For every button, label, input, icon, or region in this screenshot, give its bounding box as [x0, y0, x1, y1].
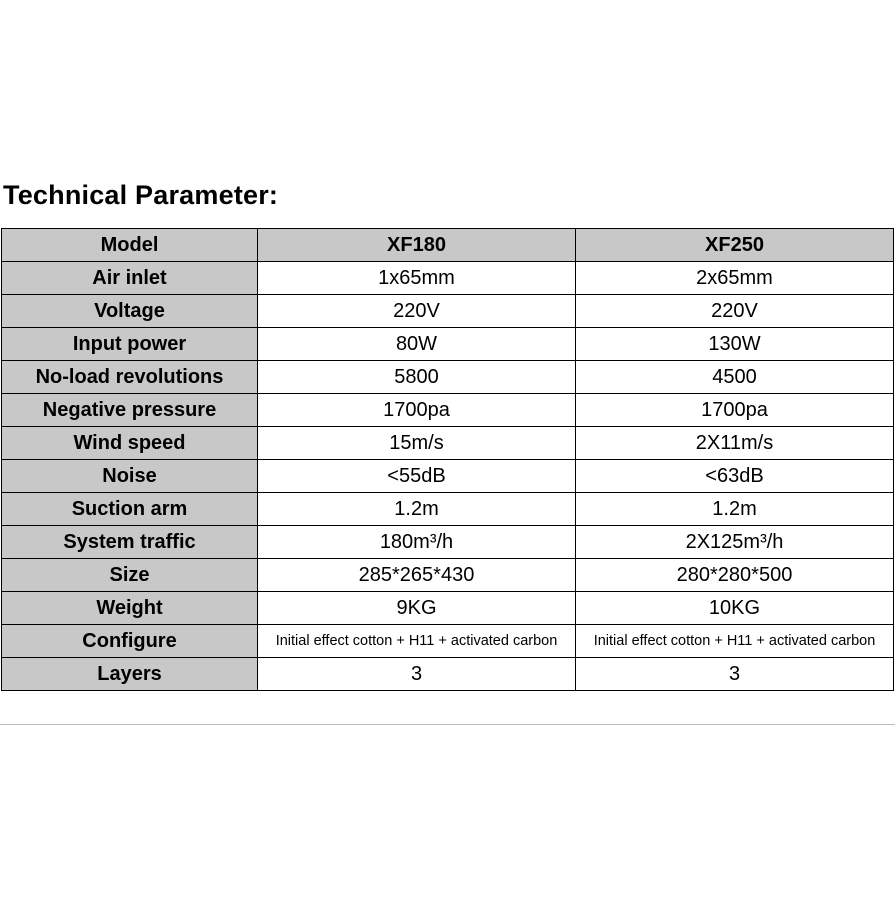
row-value-xf250: Initial effect cotton + H11 + activated carbon	[576, 625, 894, 658]
row-value-xf180: 285*265*430	[258, 559, 576, 592]
row-value-xf250: 2X125m³/h	[576, 526, 894, 559]
table-row	[2, 427, 894, 460]
table-row	[2, 559, 894, 592]
row-value-xf180: 9KG	[258, 592, 576, 625]
row-value-xf250: 130W	[576, 328, 894, 361]
table-row	[2, 460, 894, 493]
row-value-xf250: 220V	[576, 295, 894, 328]
row-value-xf180: 15m/s	[258, 427, 576, 460]
row-label: Air inlet	[2, 262, 258, 295]
table-row	[2, 526, 894, 559]
table-header-row	[2, 229, 894, 262]
row-value-xf180: 3	[258, 658, 576, 691]
table-row	[2, 262, 894, 295]
row-value-xf250: 3	[576, 658, 894, 691]
divider-line	[0, 724, 895, 725]
row-value-xf180: 80W	[258, 328, 576, 361]
row-label: Suction arm	[2, 493, 258, 526]
row-label: Noise	[2, 460, 258, 493]
row-value-xf250: 280*280*500	[576, 559, 894, 592]
header-model-xf180: XF180	[258, 229, 576, 262]
row-value-xf180: 1.2m	[258, 493, 576, 526]
spec-table	[1, 228, 894, 691]
row-label: Size	[2, 559, 258, 592]
table-row	[2, 295, 894, 328]
row-value-xf250: 1700pa	[576, 394, 894, 427]
table-row	[2, 361, 894, 394]
row-label: Voltage	[2, 295, 258, 328]
row-value-xf180: 1700pa	[258, 394, 576, 427]
header-model-xf250: XF250	[576, 229, 894, 262]
table-row	[2, 658, 894, 691]
row-label: Input power	[2, 328, 258, 361]
row-label: No-load revolutions	[2, 361, 258, 394]
row-value-xf180: 220V	[258, 295, 576, 328]
row-label: Weight	[2, 592, 258, 625]
row-label: Layers	[2, 658, 258, 691]
row-label: System traffic	[2, 526, 258, 559]
row-value-xf180: Initial effect cotton + H11 + activated carbon	[258, 625, 576, 658]
row-value-xf250: 2x65mm	[576, 262, 894, 295]
table-row	[2, 493, 894, 526]
page-title: Technical Parameter:	[3, 180, 279, 210]
row-value-xf250: 10KG	[576, 592, 894, 625]
table-row	[2, 592, 894, 625]
row-value-xf250: 4500	[576, 361, 894, 394]
row-label: Wind speed	[2, 427, 258, 460]
table-row	[2, 328, 894, 361]
row-value-xf180: 1x65mm	[258, 262, 576, 295]
row-value-xf180: 5800	[258, 361, 576, 394]
table-row	[2, 394, 894, 427]
row-value-xf180: <55dB	[258, 460, 576, 493]
row-label: Configure	[2, 625, 258, 658]
row-value-xf250: 1.2m	[576, 493, 894, 526]
row-label: Negative pressure	[2, 394, 258, 427]
header-label-cell: Model	[2, 229, 258, 262]
table-row	[2, 625, 894, 658]
row-value-xf180: 180m³/h	[258, 526, 576, 559]
row-value-xf250: <63dB	[576, 460, 894, 493]
row-value-xf250: 2X11m/s	[576, 427, 894, 460]
